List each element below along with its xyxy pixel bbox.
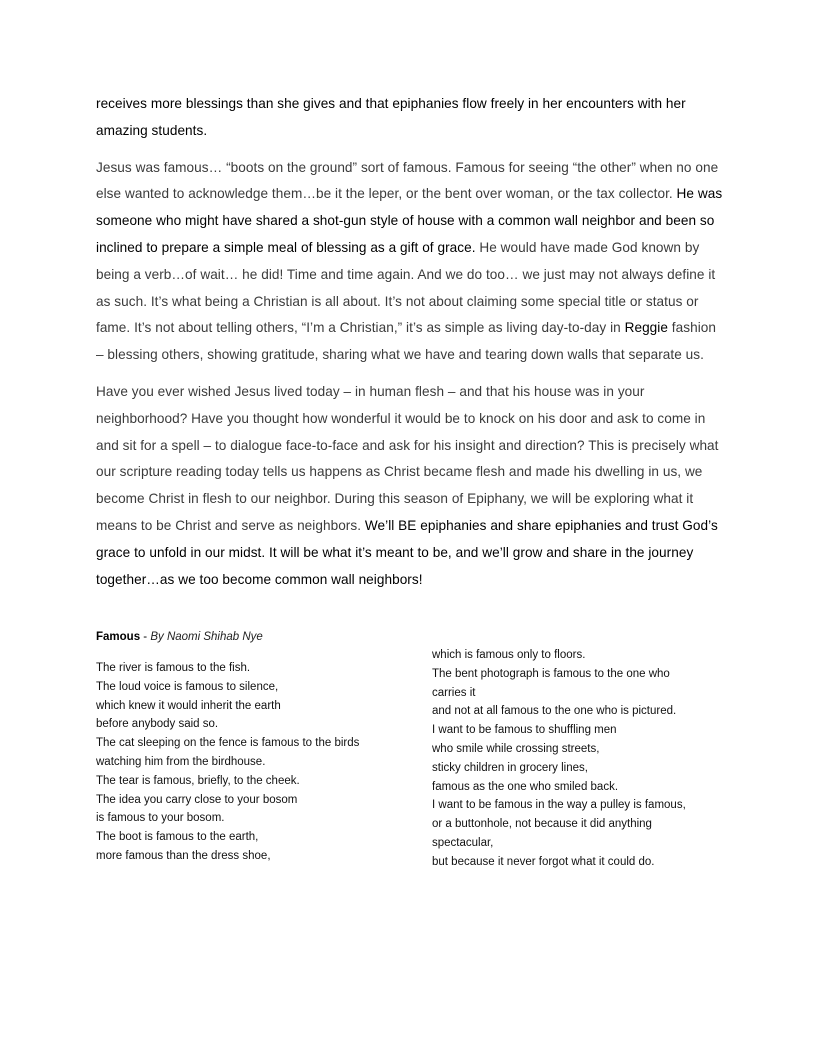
poem-line: The river is famous to the fish.	[96, 662, 251, 674]
poem-line: spectacular,	[432, 836, 494, 849]
poem-line: famous as the one who smiled back.	[432, 780, 619, 793]
poem-line: who smile while crossing streets,	[432, 742, 600, 755]
poem-title: Famous	[96, 631, 141, 643]
poem-column-left	[96, 659, 396, 866]
essay-body	[96, 91, 724, 593]
poem-line: or a buttonhole, not because it did anything	[432, 818, 652, 831]
poem-line: watching him from the birdhouse.	[96, 755, 266, 768]
poem-line: carries it	[432, 686, 476, 699]
paragraph-2-part-c: He would have made God known by being a verb…of wait… he did! Time and time again. And we do too… we just may not always define it as such. It’s what being a Christian is all about. It’s not about claiming some special title or status or fame. It’s not about telling others, “I’m a Christian,” it’s as simple as living day-to-day in	[96, 239, 716, 336]
poem-line: before anybody said so.	[96, 718, 219, 731]
poem-line: I want to be famous to shuffling men	[432, 724, 617, 737]
paragraph-3	[96, 379, 724, 593]
poem-line: The bent photograph is famous to the one who	[432, 667, 670, 680]
paragraph-2-part-d: Reggie	[624, 320, 668, 336]
paragraph-2-part-a: Jesus was famous… “boots on the ground” sort of famous. Famous for seeing “the other” when no one else wanted to acknowledge them…be it the leper, or the bent over woman, or the tax collector.	[96, 159, 719, 202]
poem-title-separator: -	[140, 631, 151, 643]
poem-line: The boot is famous to the earth,	[96, 831, 259, 844]
paragraph-3-part-a: Have you ever wished Jesus lived today – in human flesh – and that his house was in your neighborhood? Have you thought how wonderful it would be to knock on his door and ask to come in and sit for a spell – to dialogue face-to-face and ask for his insight and direction? This is precisely what our scripture reading today tells us happens as Christ became flesh and made his dwelling in us, we become Christ in flesh to our neighbor. During this season of Epiphany, we will be exploring what it means to be Christ and serve as neighbors.	[96, 383, 719, 533]
paragraph-2-part-e: fashion – blessing others, showing gratitude, sharing what we have and tearing down walls that separate us.	[96, 320, 716, 363]
poem-byline: By Naomi Shihab Nye	[150, 631, 263, 643]
poem-line: but because it never forgot what it could do.	[432, 855, 655, 868]
poem-line: which is famous only to floors.	[432, 649, 586, 661]
poem-line: The loud voice is famous to silence,	[96, 680, 279, 693]
poem-line: The tear is famous, briefly, to the cheek.	[96, 774, 300, 787]
poem-line: I want to be famous in the way a pulley is famous,	[432, 799, 686, 812]
poem-line: more famous than the dress shoe,	[96, 849, 271, 862]
paragraph-2-part-b: He was someone who might have shared a shot-gun style of house with a common wall neighbor and been so inclined to prepare a simple meal of blessing as a gift of grace.	[96, 186, 723, 255]
paragraph-3-part-b: We’ll BE epiphanies and share epiphanies and trust God’s grace to unfold in our midst. It will be what it’s meant to be, and we’ll grow and share in the journey together…as we too become common wall neighbors!	[96, 517, 718, 587]
poem-column-right	[432, 646, 732, 872]
poem-heading	[96, 629, 263, 645]
poem-line: and not at all famous to the one who is pictured.	[432, 705, 677, 718]
paragraph-2	[96, 155, 724, 369]
poem-line: The idea you carry close to your bosom	[96, 793, 298, 806]
poem-line: sticky children in grocery lines,	[432, 761, 588, 774]
poem-line: is famous to your bosom.	[96, 812, 225, 825]
poem-line: which knew it would inherit the earth	[96, 699, 281, 712]
paragraph-1: receives more blessings than she gives and that epiphanies flow freely in her encounters with her amazing students.	[96, 96, 686, 138]
poem-line: The cat sleeping on the fence is famous to the birds	[96, 737, 360, 750]
